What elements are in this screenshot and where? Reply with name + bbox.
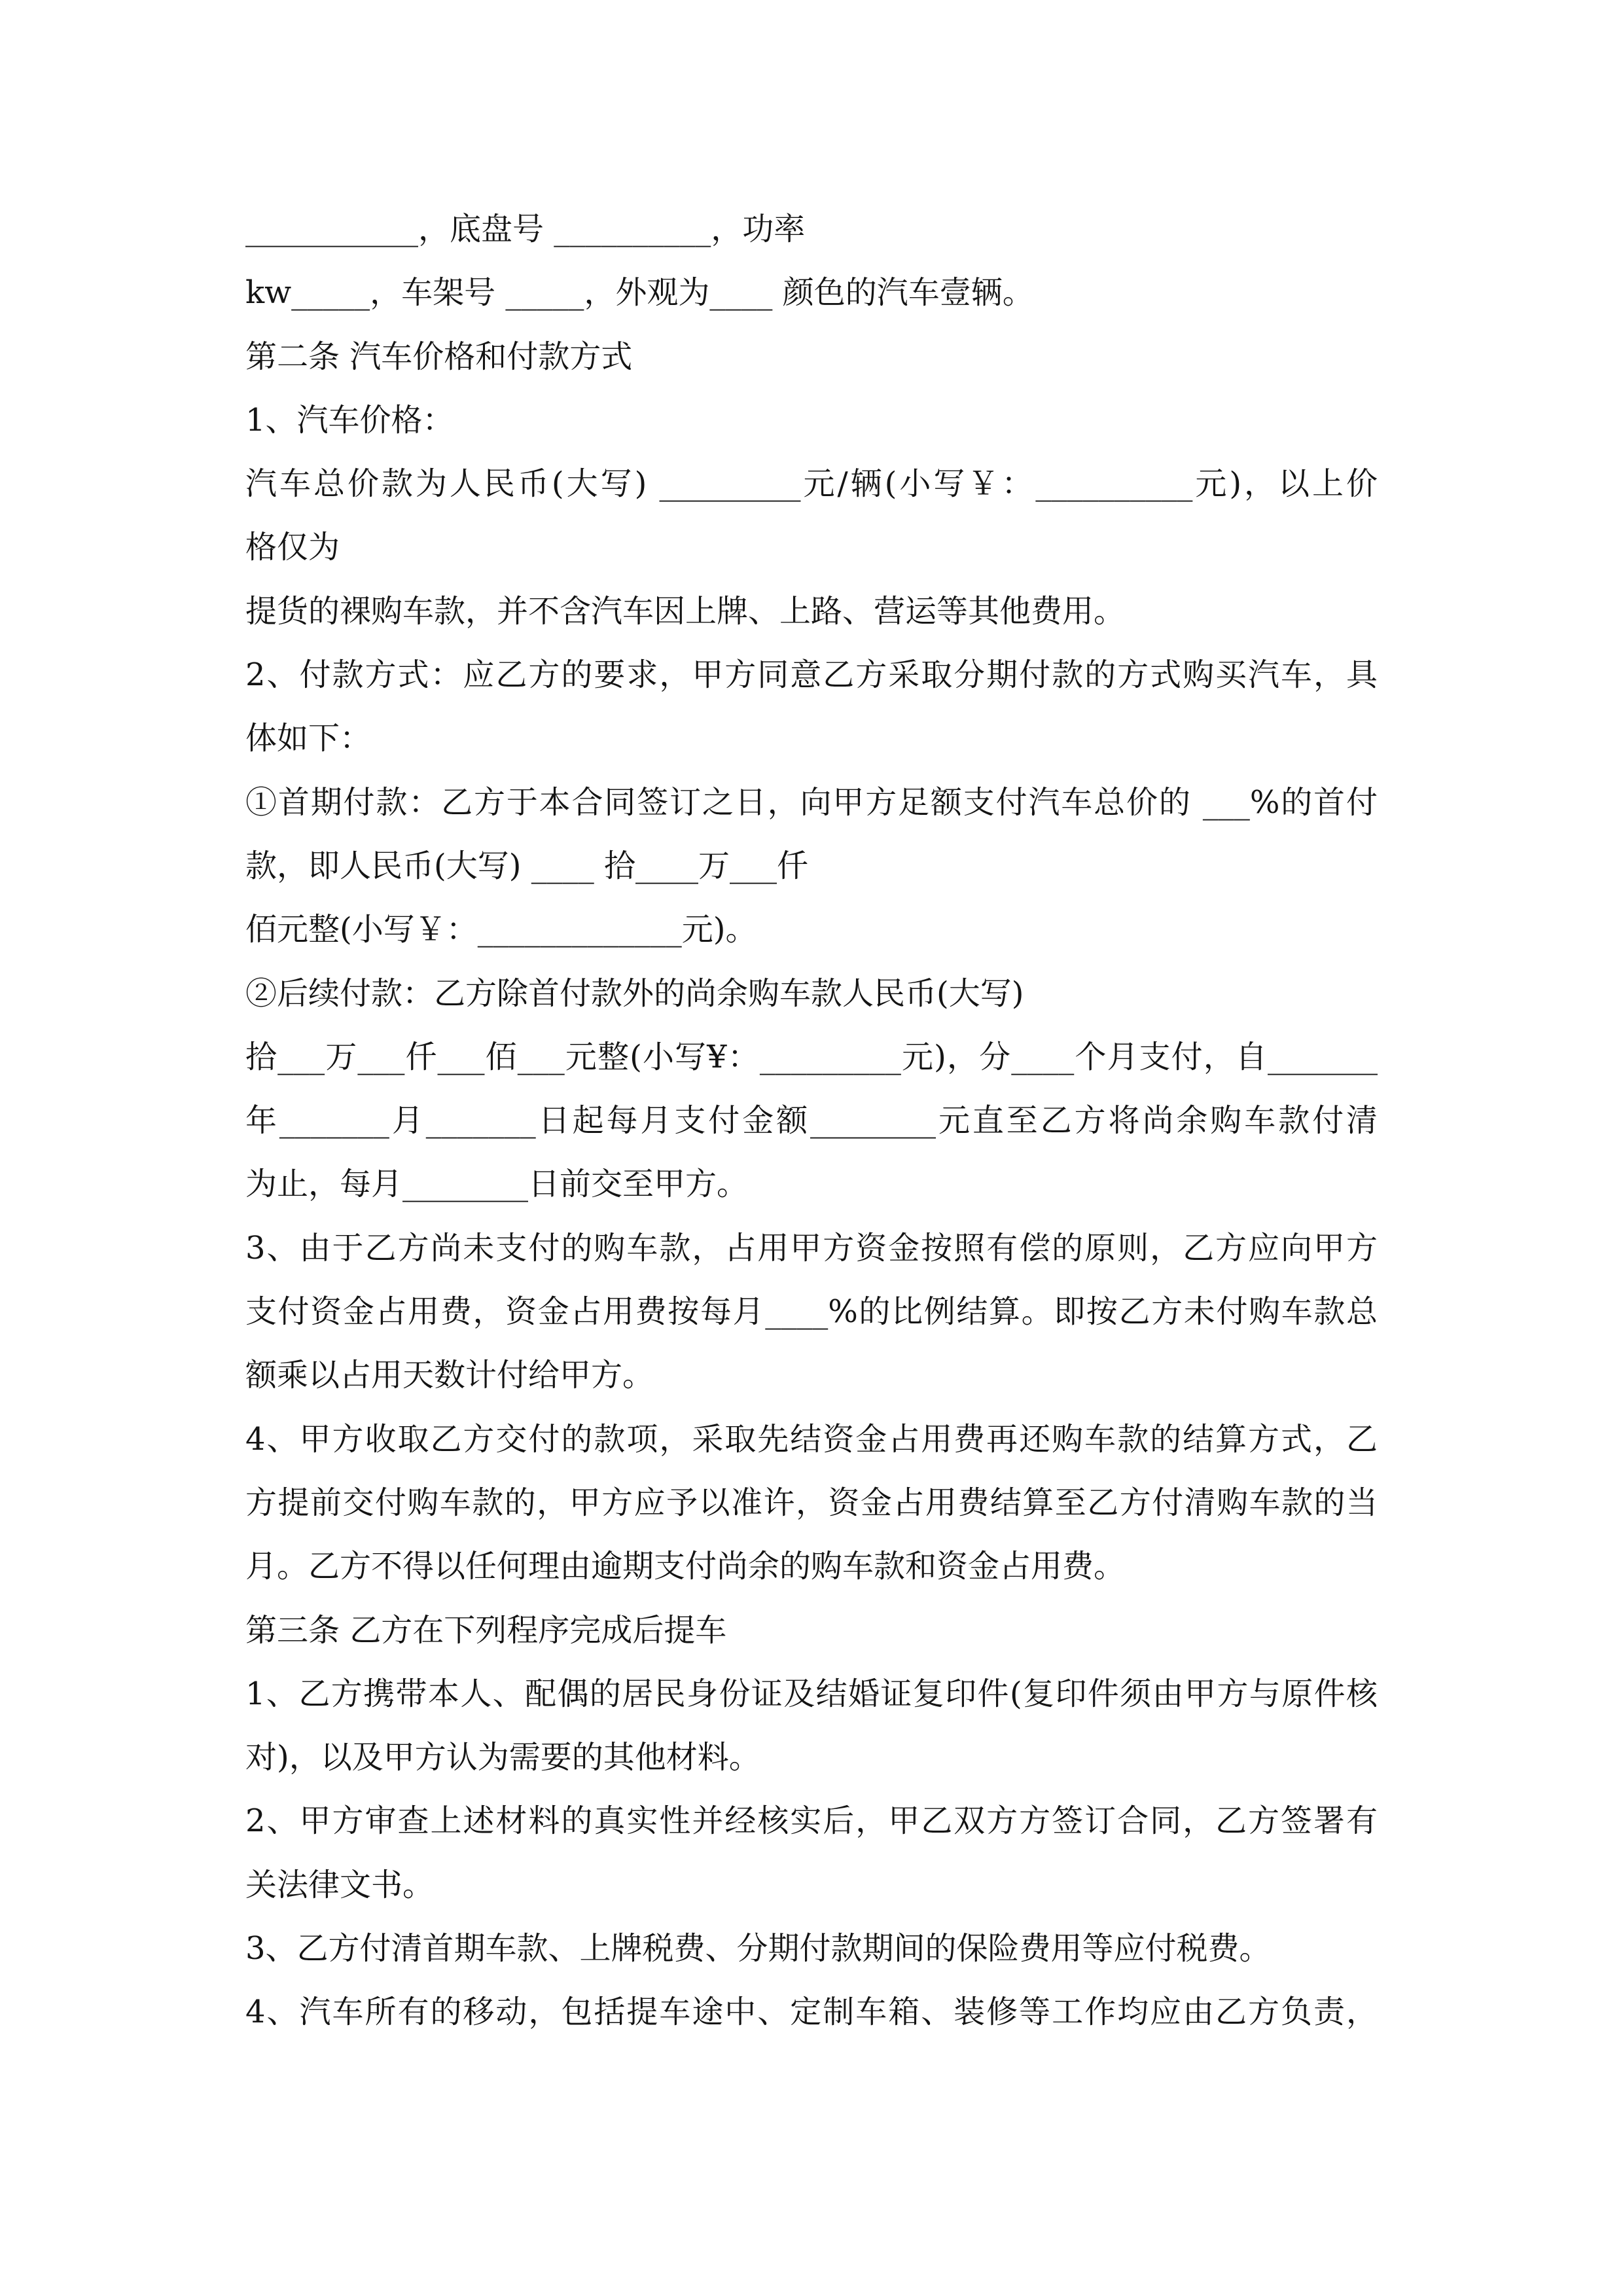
text-line: 汽车总价款为人民币(大写) _________元/辆(小写￥：__________元)，以上价: [245, 465, 1378, 503]
clause-line: 3、乙方付清首期车款、上牌税费、分期付款期间的保险费用等应付税费。: [245, 1930, 1271, 1967]
contract-body: [245, 198, 1378, 2045]
text-line: 款，即人民币(大写) ____ 拾____万___仟: [245, 847, 808, 884]
clause-line: ②后续付款：乙方除首付款外的尚余购车款人民币(大写): [245, 975, 1024, 1012]
text-line: 拾___万___仟___佰___元整(小写¥：_________元)，分____个月支付，自_______: [245, 1038, 1378, 1075]
clause-line: 1、乙方携带本人、配偶的居民身份证及结婚证复印件(复印件须由甲方与原件核: [245, 1675, 1378, 1712]
clause-line: 2、付款方式：应乙方的要求，甲方同意乙方采取分期付款的方式购买汽车，具: [245, 656, 1378, 694]
text-line: 格仅为: [245, 529, 340, 566]
text-line: 额乘以占用天数计付给甲方。: [245, 1357, 654, 1394]
clause-line: 2、甲方审查上述材料的真实性并经核实后，甲乙双方方签订合同，乙方签署有: [245, 1803, 1378, 1840]
article-heading: 第三条 乙方在下列程序完成后提车: [245, 1611, 727, 1649]
article-heading: 第二条 汽车价格和付款方式: [245, 338, 633, 375]
clause-line: 3、由于乙方尚未支付的购车款，占用甲方资金按照有偿的原则，乙方应向甲方: [245, 1229, 1378, 1266]
text-line: 关法律文书。: [245, 1866, 435, 1903]
text-line: ___________，底盘号 __________，功率: [245, 211, 806, 247]
clause-line: 4、甲方收取乙方交付的款项，采取先结资金占用费再还购车款的结算方式，乙: [245, 1420, 1378, 1458]
text-line: 佰元整(小写￥：_____________元)。: [245, 911, 757, 948]
text-line: 月。乙方不得以任何理由逾期支付尚余的购车款和资金占用费。: [245, 1548, 1126, 1585]
text-line: 体如下：: [245, 720, 372, 757]
text-line: kw_____，车架号 _____，外观为____ 颜色的汽车壹辆。: [245, 274, 1034, 312]
text-line: 支付资金占用费，资金占用费按每月____%的比例结算。即按乙方未付购车款总: [245, 1293, 1378, 1331]
clause-line: ①首期付款：乙方于本合同签订之日，向甲方足额支付汽车总价的 ___%的首付: [245, 783, 1378, 821]
clause-heading: 1、汽车价格：: [245, 401, 454, 439]
text-line: 为止，每月________日前交至甲方。: [245, 1166, 749, 1203]
text-line: 年_______月_______日起每月支付金额________元直至乙方将尚余购车款付清: [245, 1102, 1378, 1139]
text-line: 对)，以及甲方认为需要的其他材料。: [245, 1739, 760, 1776]
clause-line: 4、汽车所有的移动，包括提车途中、定制车箱、装修等工作均应由乙方负责，: [245, 1994, 1378, 2031]
text-line: 提货的裸购车款，并不含汽车因上牌、上路、营运等其他费用。: [245, 592, 1126, 630]
text-line: 方提前交付购车款的，甲方应予以准许，资金占用费结算至乙方付清购车款的当: [245, 1484, 1378, 1521]
